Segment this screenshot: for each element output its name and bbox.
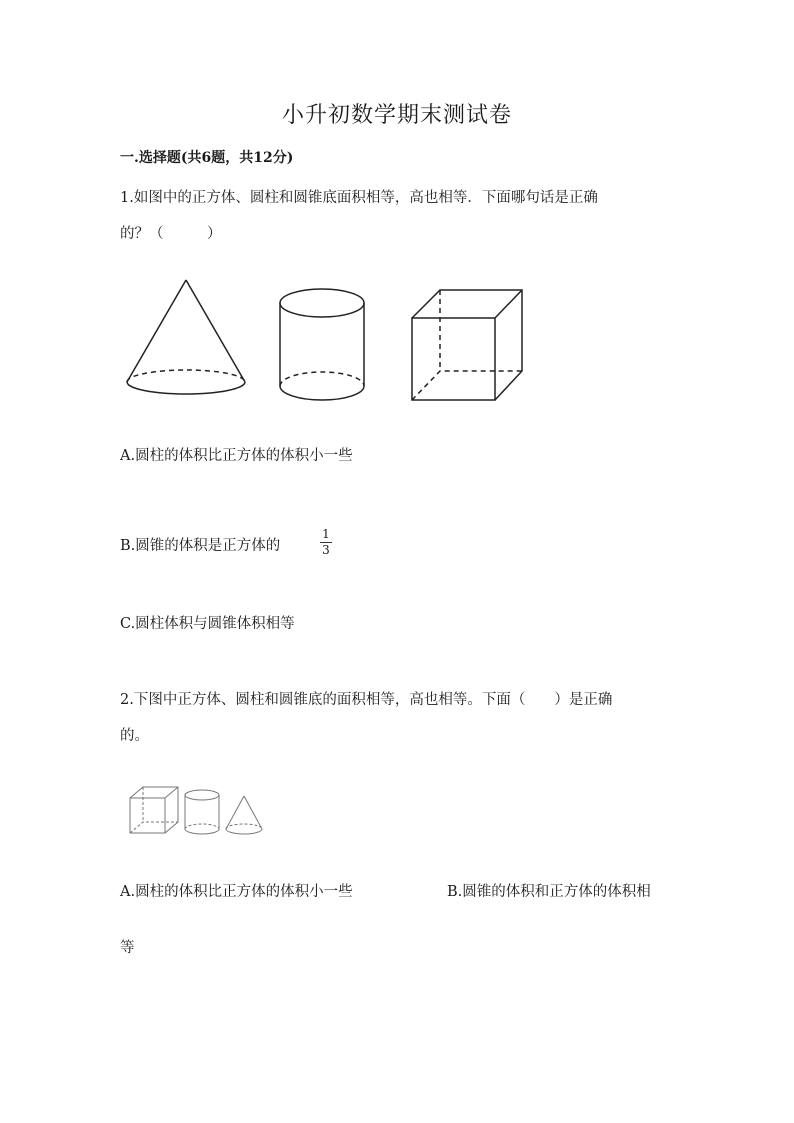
cube-icon [412, 290, 522, 400]
cylinder-icon [280, 289, 364, 400]
question-1-option-b: B.圆锥的体积是正方体的 [120, 538, 281, 554]
cone-icon [127, 280, 245, 394]
fraction-denominator: 3 [322, 543, 330, 557]
section-heading: 一.选择题(共6题，共12分) [120, 150, 294, 166]
question-2-stem-line1: 2.下图中正方体、圆柱和圆锥底的面积相等，高也相等。下面（ ）是正确 [120, 692, 613, 708]
question-1-option-c: C.圆柱体积与圆锥体积相等 [120, 616, 295, 632]
page-title: 小升初数学期末测试卷 [281, 103, 512, 128]
cylinder-icon [185, 790, 219, 834]
question-2-option-b-line1: B.圆锥的体积和正方体的体积相 [447, 884, 651, 900]
question-2-stem-line2: 的。 [120, 728, 149, 744]
question-1-stem-line1: 1.如图中的正方体、圆柱和圆锥底面积相等，高也相等．下面哪句话是正确 [120, 190, 598, 206]
cube-icon [130, 787, 178, 833]
fraction-numerator: 1 [322, 527, 330, 541]
question-1-stem-line2: 的？（ ） [120, 226, 222, 242]
question-1-option-a: A.圆柱的体积比正方体的体积小一些 [120, 448, 353, 464]
question-2-option-b-line2: 等 [120, 940, 135, 956]
cone-icon [226, 796, 262, 834]
question-1-option-b-fraction [320, 528, 332, 557]
question-2-option-a: A.圆柱的体积比正方体的体积小一些 [120, 884, 353, 900]
